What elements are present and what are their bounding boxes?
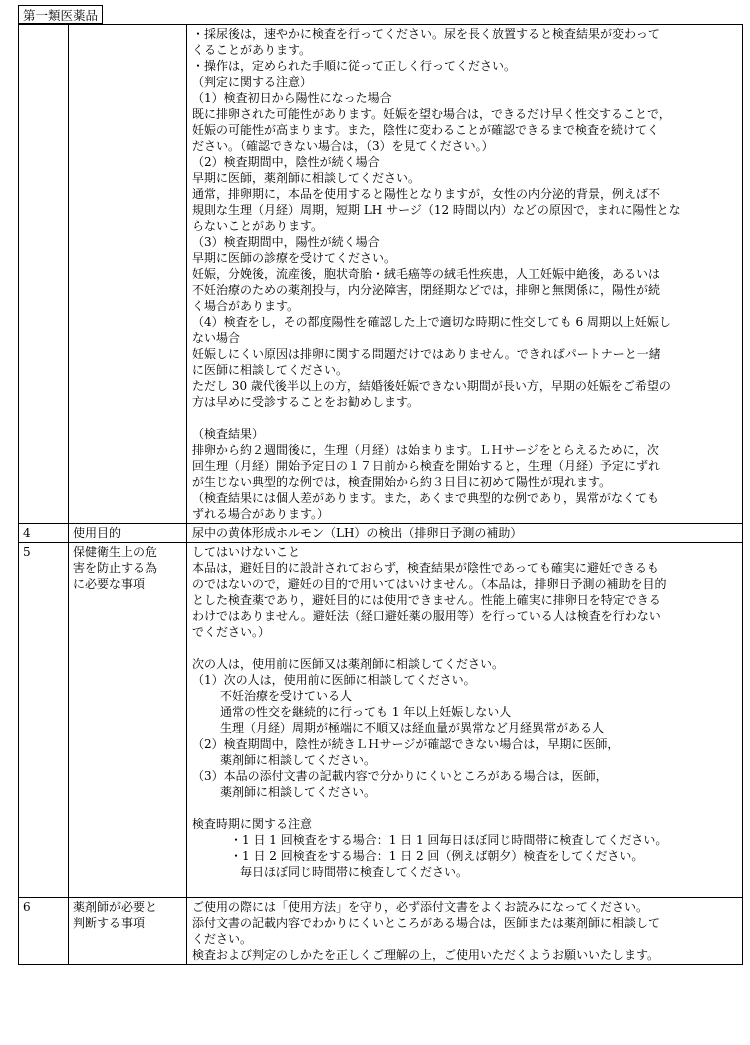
text-line: らないことがあります。 [192, 219, 324, 233]
row6-item-label-line: 薬剤師が必要と [73, 900, 158, 914]
text-line [192, 410, 736, 426]
text-line: に医師に相談してください。 [192, 363, 349, 377]
text-line: 回生理（月経）開始予定日の１７日前から検査を開始すると，生理（月経）予定にずれ [192, 459, 661, 473]
row3-content-cell [187, 25, 743, 524]
text-line: 不妊治療を受けている人 [220, 689, 353, 703]
row4-item-label: 使用目的 [73, 526, 122, 540]
row5-content-cell [187, 543, 743, 898]
row3-item-cell [69, 25, 187, 524]
table-row-3 [19, 25, 743, 524]
text-line: ・1 日 1 回検査をする場合：1 日 1 回毎日ほぼ同じ時間帯に検査してください。 [230, 833, 668, 847]
text-line: 薬剤師に相談してください。 [220, 785, 377, 799]
text-line: 通常の性交を継続的に行っても 1 年以上妊娠しない人 [220, 705, 512, 719]
row4-content-text: 尿中の黄体形成ホルモン（LH）の検出（排卵日予測の補助） [192, 526, 523, 540]
text-line: （2）検査期間中，陰性が続きＬＨサージが確認できない場合は，早期に医師， [192, 737, 620, 751]
text-line: ください。 [192, 932, 253, 946]
text-line: ださい。（確認できない場合は，（3）を見てください。） [192, 139, 494, 153]
row3-number-cell [19, 25, 69, 524]
text-line: してはいけないこと [192, 545, 301, 559]
text-line: （3）検査期間中，陽性が続く場合 [192, 235, 380, 249]
text-line: 不妊治療のための薬剤投与，内分泌障害，閉経期などでは，排卵と無関係に，陽性が続 [192, 283, 661, 297]
table-row-6 [19, 898, 743, 965]
text-line: ずれる場合があります。） [192, 507, 330, 521]
text-line: く場合があります。 [192, 299, 300, 313]
row6-content-cell [187, 898, 743, 965]
text-line: （検査結果） [192, 427, 265, 441]
text-line: 既に排卵された可能性があります。妊娠を望む場合は，できるだけ早く性交することで， [192, 107, 671, 121]
text-line: ない場合 [192, 331, 241, 345]
text-line: 妊娠しにくい原因は排卵に関する問題だけではありません。できればパートナーと一緒 [192, 347, 661, 361]
text-line: 妊娠の可能性が高まります。また，陰性に変わることが確認できるまで検査を続けてく [192, 123, 660, 137]
text-line: 生理（月経）周期が極端に不順又は経血量が異常など月経異常がある人 [220, 721, 605, 735]
text-line: 薬剤師に相談してください。 [220, 753, 377, 767]
table-row-4 [19, 524, 743, 543]
row5-item-cell [69, 543, 187, 898]
text-line: ・操作は，定められた手順に従って正しく行ってください。 [192, 59, 517, 73]
text-line: わけではありません。避妊法（経口避妊薬の服用等）を行っている人は検査を行わない [192, 609, 661, 623]
row6-item-label-line: 判断する事項 [73, 916, 146, 930]
text-line: （2）検査期間中，陰性が続く場合 [192, 155, 380, 169]
text-line [192, 880, 736, 896]
row5-number: 5 [19, 543, 69, 898]
table-row-5 [19, 543, 743, 898]
row4-number: 4 [19, 524, 69, 543]
text-line: のではないので，避妊の目的で用いてはいけません。（本品は，排卵日予測の補助を目的 [192, 577, 667, 591]
text-line: ただし 30 歳代後半以上の方，結婚後妊娠できない期間が長い方，早期の妊娠をご希望の [192, 379, 671, 393]
row4-content-cell [187, 524, 743, 543]
text-line [192, 800, 736, 816]
text-line: （検査結果には個人差があります。また，あくまで典型的な例であり，異常がなくても [192, 491, 660, 505]
text-line: くることがあります。 [192, 43, 312, 57]
text-line: 毎日ほぼ同じ時間帯に検査してください。 [240, 865, 469, 879]
text-line: 排卵から約２週間後に，生理（月経）は始まります。ＬＨサージをとらえるために，次 [192, 443, 659, 457]
text-line: 検査時期に関する注意 [192, 817, 313, 831]
text-line: ・採尿後は，速やかに検査を行ってください。尿を長く放置すると検査結果が変わって [192, 27, 660, 41]
text-line: 方は早めに受診することをお勧めします。 [192, 395, 420, 409]
text-line: 妊娠，分娩後，流産後，胞状奇胎・絨毛癌等の絨毛性疾患，人工妊娠中絶後，あるいは [192, 267, 661, 281]
text-line: 早期に医師の診療を受けてください。 [192, 251, 397, 265]
text-line: とした検査薬であり，避妊目的には使用できません。性能上確実に排卵日を特定できる [192, 593, 661, 607]
text-line: （判定に関する注意） [192, 75, 313, 89]
text-line: 添付文書の記載内容でわかりにくいところがある場合は，医師または薬剤師に相談して [192, 916, 661, 930]
text-line: 規則な生理（月経）周期，短期 LH サージ（12 時間以内）などの原因で，まれに陽性とな [192, 203, 681, 217]
text-line: でください。） [192, 625, 271, 639]
text-line: （1）検査初日から陽性になった場合 [192, 91, 392, 105]
text-line: （4）検査をし，その都度陽性を確認した上で適切な時期に性交しても 6 周期以上妊娠し [192, 315, 671, 329]
text-line: が生じない典型的な例では，検査開始から約３日目に初めて陽性が現れます。 [192, 475, 612, 489]
text-line: ・1 日 2 回検査をする場合：1 日 2 回（例えば朝夕）検査をしてください。 [230, 849, 644, 863]
row5-item-label-line: 保健衛生上の危 [73, 545, 158, 559]
text-line: 次の人は，使用前に医師又は薬剤師に相談してください。 [192, 657, 505, 671]
row5-item-label-line: 害を防止する為 [73, 561, 158, 575]
text-line: （1）次の人は，使用前に医師に相談してください。 [192, 673, 476, 687]
row5-item-label-line: に必要な事項 [73, 577, 146, 591]
text-line: 早期に医師，薬剤師に相談してください。 [192, 171, 421, 185]
row4-item-cell [69, 524, 187, 543]
text-line [192, 640, 736, 656]
text-line: （3）本品の添付文書の記載内容で分かりにくいところがある場合は，医師， [192, 769, 608, 783]
document-table [18, 24, 743, 965]
row6-number: 6 [19, 898, 69, 965]
text-line: 本品は，避妊目的に設計されておらず，検査結果が陰性であっても確実に避妊できるも [192, 561, 659, 575]
category-label: 第一類医薬品 [18, 5, 103, 24]
row6-item-cell [69, 898, 187, 965]
text-line: 通常，排卵期に，本品を使用すると陽性となりますが，女性の内分泌的背景，例えば不 [192, 187, 661, 201]
text-line: ご使用の際には「使用方法」を守り，必ず添付文書をよくお読みになってください。 [192, 900, 649, 914]
text-line: 検査および判定のしかたを正しくご理解の上，ご使用いただくようお願いいたします。 [192, 948, 660, 962]
